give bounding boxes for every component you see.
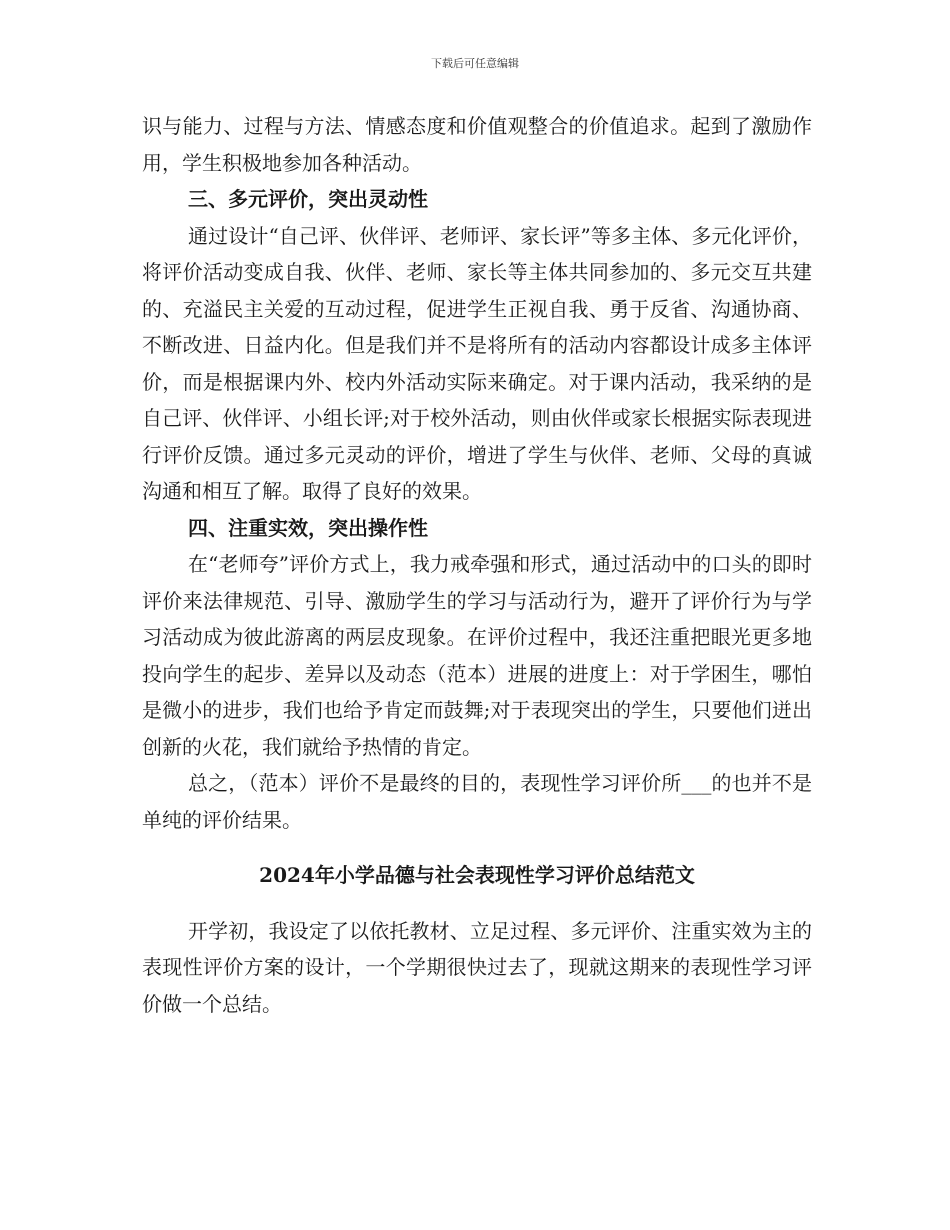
- section-heading-4: 四、注重实效，突出操作性: [188, 515, 428, 540]
- paragraph-intro: 开学初，我设定了以依托教材、立足过程、多元评价、注重实效为主的表现性评价方案的设计，一个学期很快过去了，现就这期来的表现性学习评价做一个总结。: [142, 918, 812, 1016]
- paragraph-multi-evaluation: 通过设计“自己评、伙伴评、老师评、家长评”等多主体、多元化评价，将评价活动变成自我、伙伴、老师、家长等主体共同参加的、多元交互共建的、充溢民主关爱的互动过程，促进学生正视自我、勇于反省、沟通协商、不断改进、日益内化。但是我们并不是将所有的活动内容都设计成多主体评价，而是根据课内外、校内外活动实际来确定。对于课内活动，我采纳的是自己评、伙伴评、小组长评;对于校外活动，则由伙伴或家长根据实际表现进行评价反馈。通过多元灵动的评价，增进了学生与伙伴、老师、父母的真诚沟通和相互了解。取得了良好的效果。: [142, 223, 812, 503]
- document-body: [142, 108, 812, 1022]
- section-heading-3: 三、多元评价，突出灵动性: [188, 187, 428, 211]
- paragraph-practical-effect: 在“老师夸”评价方式上，我力戒牵强和形式，通过活动中的口头的即时评价来法律规范、引导、激励学生的学习与活动行为，避开了评价行为与学习活动成为彼此游离的两层皮现象。在评价过程中，我还注重把眼光更多地投向学生的起步、差异以及动态（范本）进展的进度上：对于学困生，哪怕是微小的进步，我们也给予肯定而鼓舞;对于表现突出的学生，只要他们迸出创新的火花，我们就给予热情的肯定。: [142, 552, 812, 759]
- paragraph-continuation: 识与能力、过程与方法、情感态度和价值观整合的价值追求。起到了激励作用，学生积极地参加各种活动。: [142, 114, 812, 175]
- document-title: 2024年小学品德与社会表现性学习评价总结范文: [259, 863, 695, 887]
- paragraph-summary: 总之，（范本）评价不是最终的目的，表现性学习评价所___的也并不是单纯的评价结果。: [142, 771, 812, 832]
- page-header-note: 下载后可任意编辑: [431, 57, 519, 70]
